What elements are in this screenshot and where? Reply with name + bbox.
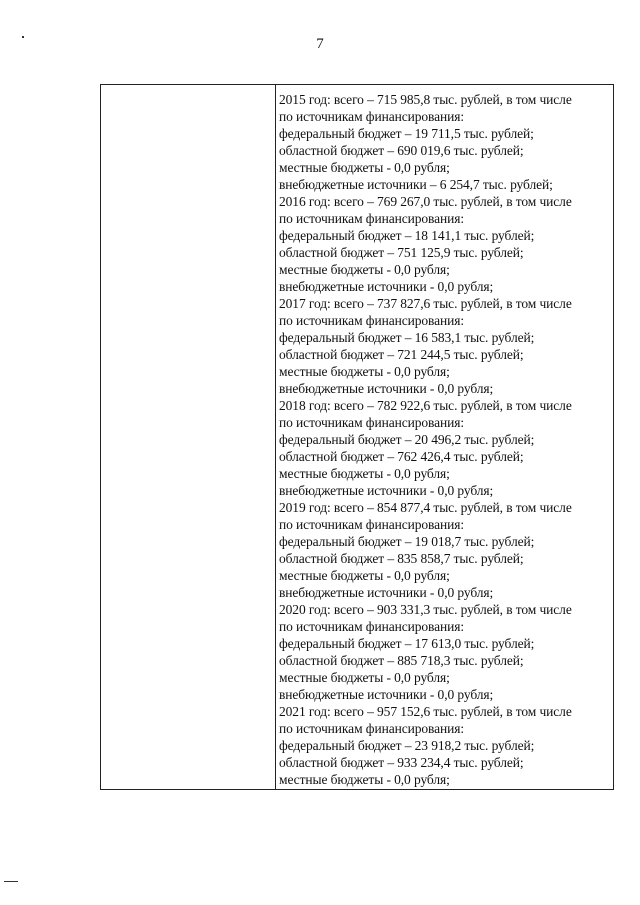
funding-line: 2019 год: всего – 854 877,4 тыс. рублей, в том числе bbox=[279, 500, 572, 515]
funding-line: местные бюджеты - 0,0 рубля; bbox=[279, 364, 450, 379]
funding-line: 2021 год: всего – 957 152,6 тыс. рублей, в том числе bbox=[279, 704, 572, 719]
funding-line: по источникам финансирования: bbox=[279, 109, 465, 124]
funding-line: по источникам финансирования: bbox=[279, 517, 465, 532]
funding-table bbox=[100, 84, 614, 790]
funding-line: федеральный бюджет – 19 018,7 тыс. рублей; bbox=[279, 534, 535, 549]
funding-line: областной бюджет – 885 718,3 тыс. рублей; bbox=[279, 653, 524, 668]
funding-line: 2016 год: всего – 769 267,0 тыс. рублей, в том числе bbox=[279, 194, 572, 209]
funding-line: областной бюджет – 835 858,7 тыс. рублей; bbox=[279, 551, 524, 566]
funding-line: федеральный бюджет – 19 711,5 тыс. рублей; bbox=[279, 126, 534, 141]
table-label-cell bbox=[101, 85, 276, 789]
funding-line: местные бюджеты - 0,0 рубля; bbox=[279, 772, 450, 787]
funding-line: федеральный бюджет – 23 918,2 тыс. рублей; bbox=[279, 738, 535, 753]
funding-line: федеральный бюджет – 17 613,0 тыс. рублей; bbox=[279, 636, 535, 651]
funding-line: федеральный бюджет – 16 583,1 тыс. рублей; bbox=[279, 330, 535, 345]
scan-mark-bottom-left bbox=[4, 881, 18, 882]
funding-line: федеральный бюджет – 18 141,1 тыс. рублей; bbox=[279, 228, 535, 243]
funding-line: по источникам финансирования: bbox=[279, 619, 465, 634]
funding-line: 2018 год: всего – 782 922,6 тыс. рублей, в том числе bbox=[279, 398, 572, 413]
funding-line: областной бюджет – 690 019,6 тыс. рублей; bbox=[279, 143, 524, 158]
scan-mark-top-left bbox=[22, 36, 24, 38]
funding-line: по источникам финансирования: bbox=[279, 313, 465, 328]
funding-line: областной бюджет – 933 234,4 тыс. рублей; bbox=[279, 755, 524, 770]
funding-line: по источникам финансирования: bbox=[279, 415, 465, 430]
funding-line: местные бюджеты - 0,0 рубля; bbox=[279, 670, 450, 685]
funding-line: внебюджетные источники - 0,0 рубля; bbox=[279, 585, 494, 600]
table-funding-cell bbox=[276, 85, 613, 789]
funding-line: внебюджетные источники – 6 254,7 тыс. рублей; bbox=[279, 177, 553, 192]
funding-line: по источникам финансирования: bbox=[279, 721, 465, 736]
funding-line: внебюджетные источники - 0,0 рубля; bbox=[279, 483, 494, 498]
funding-line: внебюджетные источники - 0,0 рубля; bbox=[279, 687, 494, 702]
funding-line: местные бюджеты - 0,0 рубля; bbox=[279, 466, 450, 481]
funding-line: 2017 год: всего – 737 827,6 тыс. рублей, в том числе bbox=[279, 296, 572, 311]
funding-line: федеральный бюджет – 20 496,2 тыс. рублей; bbox=[279, 432, 535, 447]
funding-line: 2015 год: всего – 715 985,8 тыс. рублей, в том числе bbox=[279, 92, 572, 107]
funding-line: по источникам финансирования: bbox=[279, 211, 465, 226]
funding-line: местные бюджеты - 0,0 рубля; bbox=[279, 160, 450, 175]
funding-line: местные бюджеты - 0,0 рубля; bbox=[279, 568, 450, 583]
funding-line: внебюджетные источники - 0,0 рубля; bbox=[279, 381, 494, 396]
funding-line: 2020 год: всего – 903 331,3 тыс. рублей, в том числе bbox=[279, 602, 572, 617]
funding-line: внебюджетные источники - 0,0 рубля; bbox=[279, 279, 494, 294]
funding-line: местные бюджеты - 0,0 рубля; bbox=[279, 262, 450, 277]
funding-line: областной бюджет – 762 426,4 тыс. рублей; bbox=[279, 449, 524, 464]
page-number: 7 bbox=[316, 36, 324, 52]
funding-line: областной бюджет – 721 244,5 тыс. рублей; bbox=[279, 347, 524, 362]
funding-line: областной бюджет – 751 125,9 тыс. рублей; bbox=[279, 245, 524, 260]
